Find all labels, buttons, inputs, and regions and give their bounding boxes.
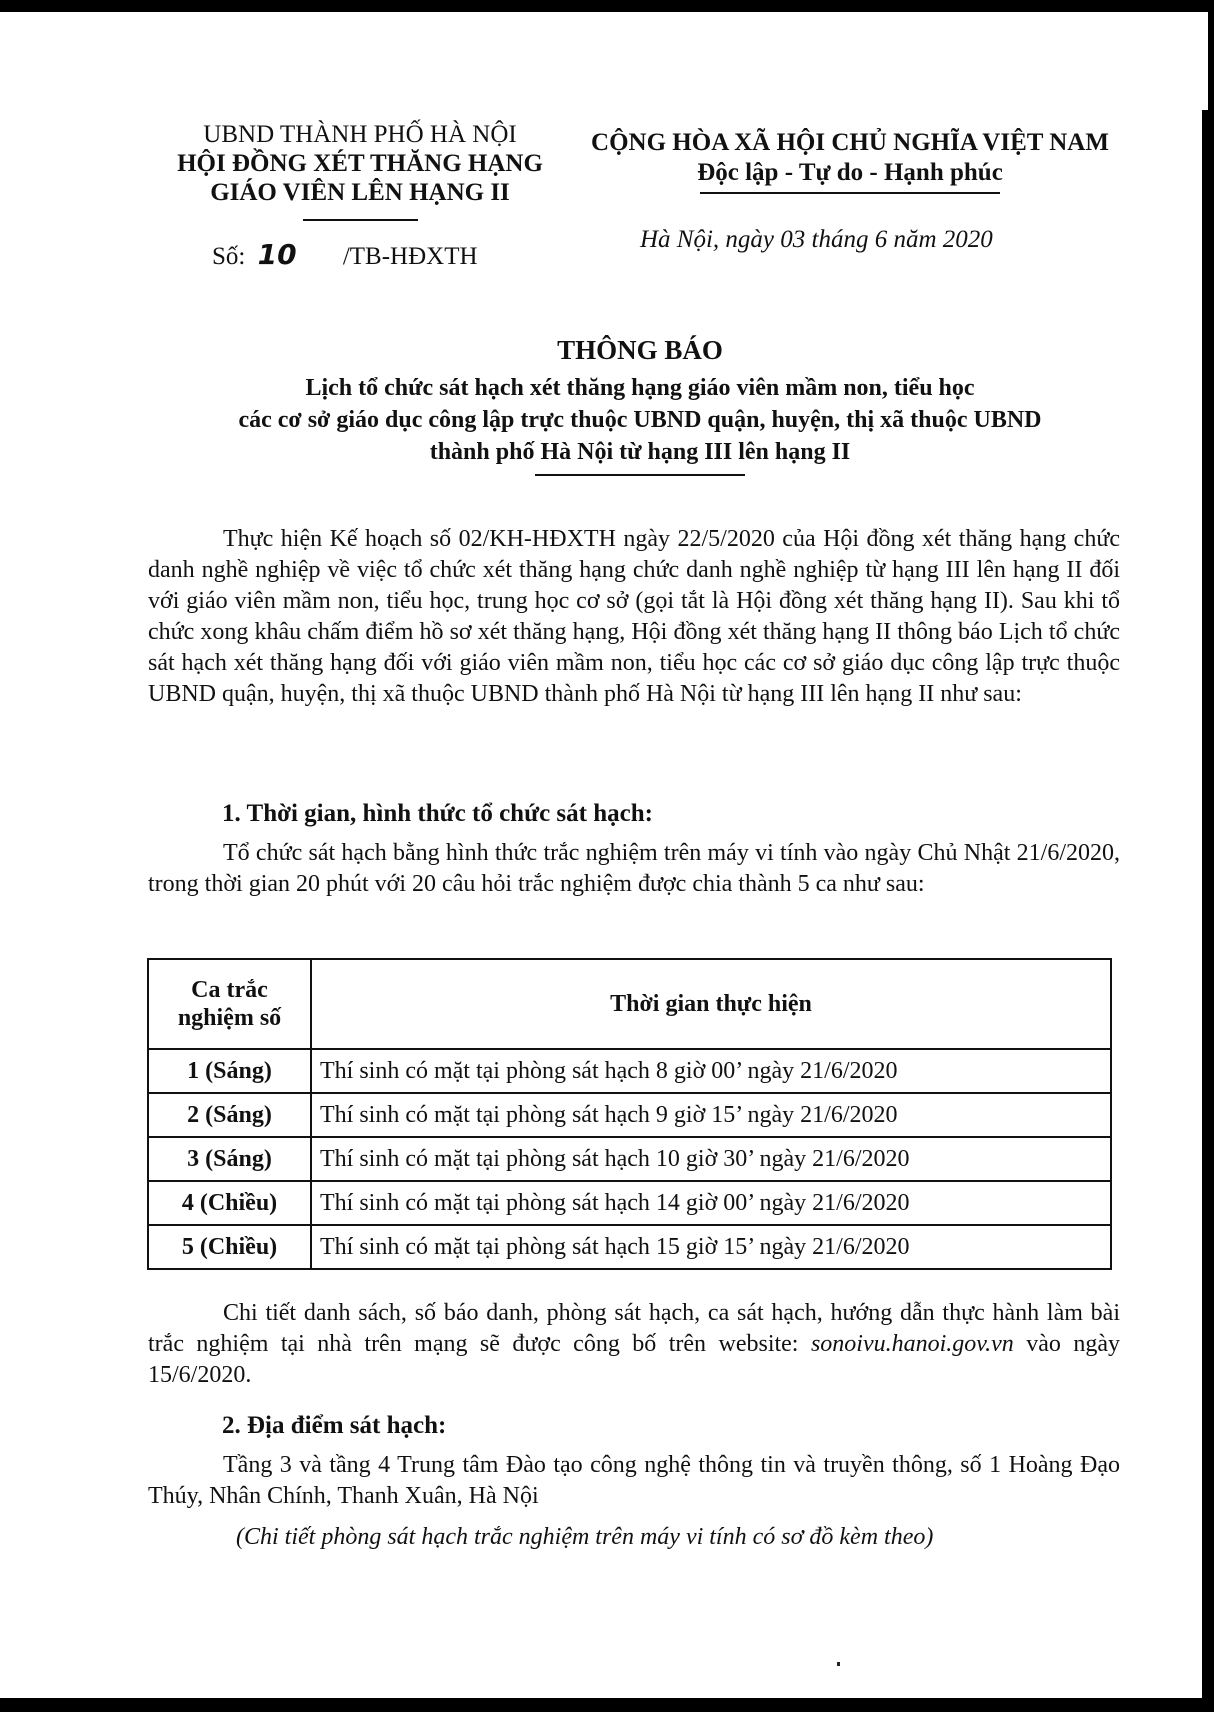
org-line-2: HỘI ĐỒNG XÉT THĂNG HẠNG	[177, 150, 543, 177]
subtitle-line-3: thành phố Hà Nội từ hạng III lên hạng II	[429, 439, 851, 465]
time-cell: Thí sinh có mặt tại phòng sát hạch 9 giờ 15’ ngày 21/6/2020	[311, 1093, 1111, 1137]
session-cell: 3 (Sáng)	[148, 1137, 311, 1181]
section-2-heading: 2. Địa điểm sát hạch:	[222, 1412, 447, 1439]
number-value: 10	[257, 238, 297, 271]
section-1-heading: 1. Thời gian, hình thức tổ chức sát hạch:	[222, 800, 653, 827]
table-row	[148, 1093, 1111, 1137]
title-divider	[535, 474, 745, 476]
table-row	[148, 1049, 1111, 1093]
document-number	[212, 238, 478, 271]
session-cell: 2 (Sáng)	[148, 1093, 311, 1137]
website-link[interactable]: sonoivu.hanoi.gov.vn	[810, 1331, 1014, 1357]
table-header-row	[148, 959, 1111, 1049]
details-suffix: vào ngày 15/6/2020.	[148, 1331, 1121, 1388]
time-cell: Thí sinh có mặt tại phòng sát hạch 8 giờ 00’ ngày 21/6/2020	[311, 1049, 1111, 1093]
session-cell: 5 (Chiều)	[148, 1225, 311, 1269]
details-paragraph	[148, 1298, 1120, 1391]
session-cell: 1 (Sáng)	[148, 1049, 311, 1093]
place-date: Hà Nội, ngày 03 tháng 6 năm 2020	[640, 226, 993, 253]
org-divider	[303, 219, 418, 221]
subtitle-line-1: Lịch tổ chức sát hạch xét thăng hạng giáo viên mầm non, tiểu học	[305, 375, 975, 401]
subtitle-line-2: các cơ sở giáo dục công lập trực thuộc UBND quận, huyện, thị xã thuộc UBND	[238, 407, 1042, 433]
document-title: THÔNG BÁO	[557, 335, 723, 365]
section-2-note: (Chi tiết phòng sát hạch trắc nghiệm trên máy vi tính có sơ đồ kèm theo)	[236, 1524, 934, 1550]
issuing-authority	[160, 120, 560, 221]
document-subtitle	[160, 372, 1120, 476]
section-1-text: Tổ chức sát hạch bằng hình thức trắc nghiệm trên máy vi tính vào ngày Chủ Nhật 21/6/2020, trong thời gian 20 phút với 20 câu hỏi trắc nghiệm được chia thành 5 ca như sau:	[148, 840, 1120, 897]
table-row	[148, 1181, 1111, 1225]
number-suffix: /TB-HĐXTH	[342, 243, 478, 270]
motto: Độc lập - Tự do - Hạnh phúc	[697, 159, 1003, 186]
scan-border-right-top	[1208, 0, 1214, 110]
number-label: Số:	[212, 243, 246, 270]
time-cell: Thí sinh có mặt tại phòng sát hạch 14 giờ 00’ ngày 21/6/2020	[311, 1181, 1111, 1225]
table-row	[148, 1225, 1111, 1269]
org-line-3: GIÁO VIÊN LÊN HẠNG II	[210, 179, 510, 206]
national-header	[570, 128, 1130, 194]
time-cell: Thí sinh có mặt tại phòng sát hạch 15 giờ 15’ ngày 21/6/2020	[311, 1225, 1111, 1269]
header-time: Thời gian thực hiện	[311, 959, 1111, 1049]
motto-divider	[700, 192, 1000, 194]
time-cell: Thí sinh có mặt tại phòng sát hạch 10 giờ 30’ ngày 21/6/2020	[311, 1137, 1111, 1181]
session-cell: 4 (Chiều)	[148, 1181, 311, 1225]
scan-border-top	[0, 0, 1214, 12]
scan-speck	[837, 1662, 840, 1666]
header-session: Ca trắc nghiệm số	[148, 959, 311, 1049]
table-row	[148, 1137, 1111, 1181]
schedule-table	[147, 958, 1112, 1270]
org-line-1: UBND THÀNH PHỐ HÀ NỘI	[203, 121, 517, 148]
scan-border-right	[1202, 110, 1214, 1712]
nation-name: CỘNG HÒA XÃ HỘI CHỦ NGHĨA VIỆT NAM	[591, 129, 1109, 156]
section-2-text: Tầng 3 và tầng 4 Trung tâm Đào tạo công nghệ thông tin và truyền thông, số 1 Hoàng Đạo Thúy, Nhân Chính, Thanh Xuân, Hà Nội	[148, 1452, 1120, 1509]
details-text: Chi tiết danh sách, số báo danh, phòng sát hạch, ca sát hạch, hướng dẫn thực hành làm bài trắc nghiệm tại nhà trên mạng sẽ được công bố trên website:	[148, 1300, 1120, 1357]
intro-paragraph: Thực hiện Kế hoạch số 02/KH-HĐXTH ngày 22/5/2020 của Hội đồng xét thăng hạng chức danh nghề nghiệp về việc tổ chức xét thăng hạng chức danh nghề nghiệp từ hạng III lên hạng II đối với giáo viên mầm non, tiểu học, trung học cơ sở (gọi tắt là Hội đồng xét thăng hạng II). Sau khi tổ chức xong khâu chấm điểm hồ sơ xét thăng hạng, Hội đồng xét thăng hạng II thông báo Lịch tổ chức sát hạch xét thăng hạng đối với giáo viên mầm non, tiểu học các cơ sở giáo dục công lập trực thuộc UBND quận, huyện, thị xã thuộc UBND thành phố Hà Nội từ hạng III lên hạng II như sau:	[148, 526, 1120, 707]
scan-border-bottom	[0, 1698, 1214, 1712]
